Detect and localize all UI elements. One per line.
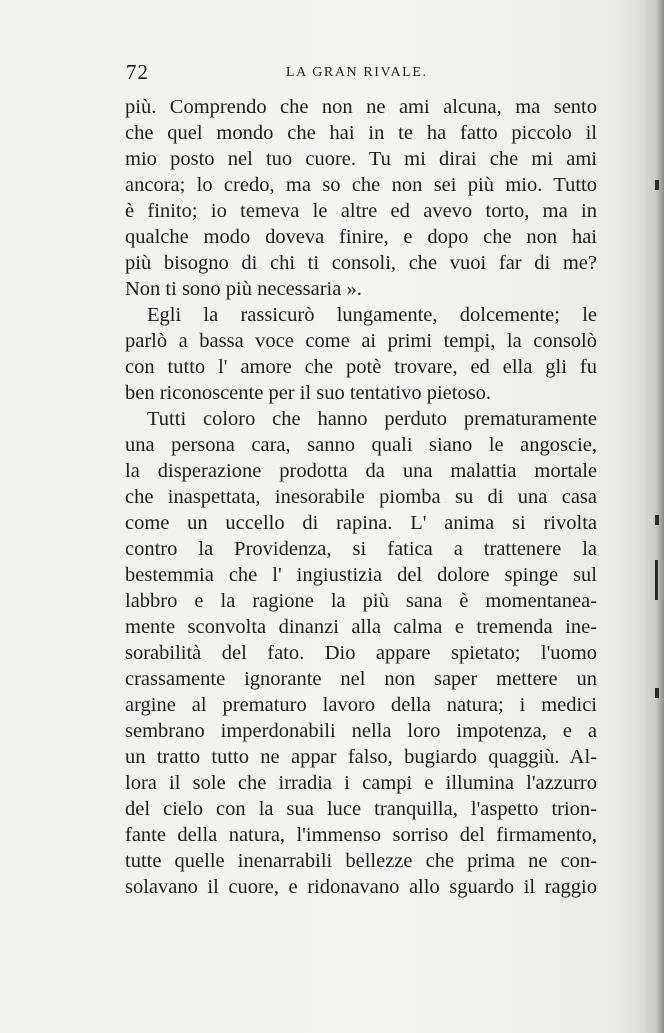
text-line: labbro e la ragione la più sana è momentanea- <box>125 590 597 612</box>
text-line: qualche modo doveva finire, e dopo che non hai <box>125 226 597 248</box>
scan-edge-mark <box>655 515 659 525</box>
text-line: mio posto nel tuo cuore. Tu mi dirai che mi ami <box>125 148 597 170</box>
text-line: mente sconvolta dinanzi alla calma e tremenda ine- <box>125 616 597 638</box>
text-line: bestemmia che l' ingiustizia del dolore spinge sul <box>125 564 597 586</box>
scan-edge-mark <box>655 688 659 698</box>
text-line: è finito; io temeva le altre ed avevo torto, ma in <box>125 200 597 222</box>
text-line: sembrano imperdonabili nella loro impotenza, e a <box>125 720 597 742</box>
text-line: parlò a bassa voce come ai primi tempi, la consolò <box>125 330 597 352</box>
running-head <box>126 60 596 90</box>
text-line: come un uccello di rapina. L' anima si rivolta <box>125 512 597 534</box>
text-line: argine al prematuro lavoro della natura; i medici <box>125 694 597 716</box>
text-line: ben riconoscente per il suo tentativo pietoso. <box>125 382 492 404</box>
text-line: tutte quelle inenarrabili bellezze che prima ne con- <box>125 850 597 872</box>
text-line: del cielo con la sua luce tranquilla, l'aspetto trion- <box>125 798 597 820</box>
paragraph-start: Tutti coloro che hanno perduto prematuramente <box>147 408 597 430</box>
scan-edge-mark <box>655 560 658 600</box>
page-number: 72 <box>126 60 149 84</box>
text-line: Non ti sono più necessaria ». <box>125 278 362 300</box>
body-text <box>125 94 597 900</box>
text-line: crassamente ignorante nel non saper mettere un <box>125 668 597 690</box>
text-line: un tratto tutto ne appar falso, bugiardo quaggiù. Al- <box>125 746 597 768</box>
text-line: fante della natura, l'immenso sorriso del firmamento, <box>125 824 597 846</box>
text-line: sorabilità del fato. Dio appare spietato; l'uomo <box>125 642 597 664</box>
scan-edge-mark <box>655 180 659 190</box>
text-line: solavano il cuore, e ridonavano allo sguardo il raggio <box>125 876 597 898</box>
text-line: la disperazione prodotta da una malattia mortale <box>125 460 597 482</box>
text-line: che quel mondo che hai in te ha fatto piccolo il <box>125 122 597 144</box>
text-line: che inaspettata, inesorabile piomba su di una casa <box>125 486 597 508</box>
text-line: una persona cara, sanno quali siano le angoscie, <box>125 434 597 456</box>
text-line: più. Comprendo che non ne ami alcuna, ma sento <box>125 96 597 118</box>
running-title: LA GRAN RIVALE. <box>286 65 428 80</box>
paragraph-start: Egli la rassicurò lungamente, dolcemente; le <box>147 304 597 326</box>
text-line: lora il sole che irradia i campi e illumina l'azzurro <box>125 772 597 794</box>
text-line: ancora; lo credo, ma so che non sei più mio. Tutto <box>125 174 597 196</box>
text-line: più bisogno di chi ti consoli, che vuoi far di me? <box>125 252 597 274</box>
text-line: con tutto l' amore che potè trovare, ed ella gli fu <box>125 356 597 378</box>
text-line: contro la Providenza, si fatica a trattenere la <box>125 538 597 560</box>
